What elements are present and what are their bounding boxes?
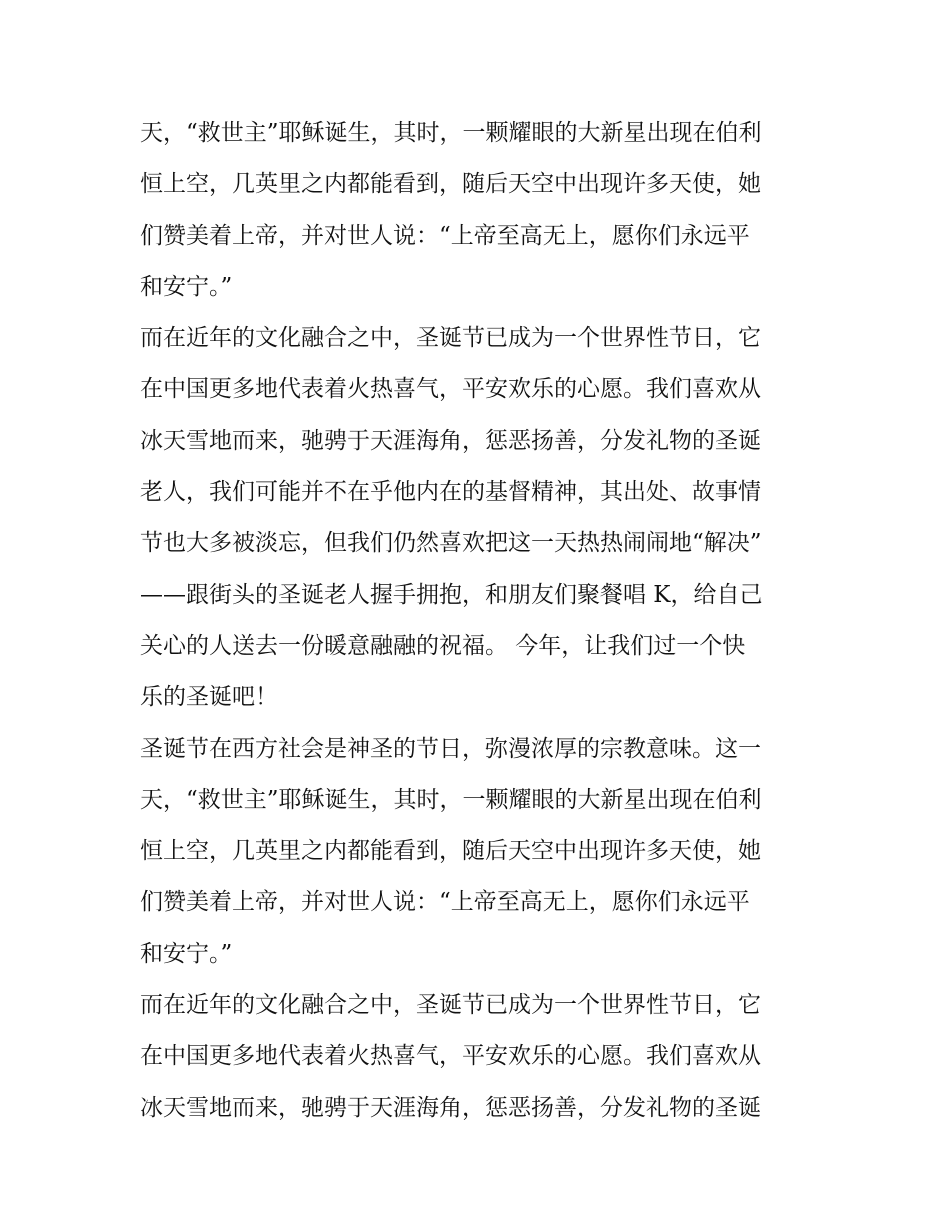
text-line: 冰天雪地而来，驰骋于天涯海角，惩恶扬善，分发礼物的圣诞 — [140, 1094, 761, 1121]
text-line: 和安宁。” — [140, 273, 233, 300]
text-line: 们赞美着上帝，并对世人说：“上帝至高无上，愿你们永远平 — [140, 222, 750, 249]
text-line: 们赞美着上帝，并对世人说：“上帝至高无上，愿你们永远平 — [140, 889, 750, 916]
text-line: ——跟街头的圣诞老人握手拥抱，和朋友们聚餐唱 K，给自己 — [140, 581, 763, 608]
text-line: 恒上空，几英里之内都能看到，随后天空中出现许多天使，她 — [140, 171, 761, 198]
text-line: 在中国更多地代表着火热喜气，平安欢乐的心愿。我们喜欢从 — [140, 1043, 761, 1070]
document-body — [140, 108, 820, 1134]
text-line: 节也大多被淡忘，但我们仍然喜欢把这一天热热闹闹地“解决” — [140, 530, 762, 557]
text-line: 关心的人送去一份暖意融融的祝福。 今年，让我们过一个快 — [140, 632, 746, 659]
text-line: 老人，我们可能并不在乎他内在的基督精神，其出处、故事情 — [140, 479, 761, 506]
text-line: 恒上空，几英里之内都能看到，随后天空中出现许多天使，她 — [140, 838, 761, 865]
text-line: 在中国更多地代表着火热喜气，平安欢乐的心愿。我们喜欢从 — [140, 376, 761, 403]
text-line: 天，“救世主”耶稣诞生，其时，一颗耀眼的大新星出现在伯利 — [140, 120, 762, 146]
text-line: 冰天雪地而来，驰骋于天涯海角，惩恶扬善，分发礼物的圣诞 — [140, 427, 761, 454]
text-line: 圣诞节在西方社会是神圣的节日，弥漫浓厚的宗教意味。这一 — [140, 735, 761, 762]
text-line: 而在近年的文化融合之中，圣诞节已成为一个世界性节日，它 — [140, 992, 761, 1019]
text-line: 和安宁。” — [140, 940, 233, 967]
text-line: 乐的圣诞吧！ — [140, 684, 278, 711]
text-line: 而在近年的文化融合之中，圣诞节已成为一个世界性节日，它 — [140, 325, 761, 352]
text-line: 天，“救世主”耶稣诞生，其时，一颗耀眼的大新星出现在伯利 — [140, 786, 762, 813]
